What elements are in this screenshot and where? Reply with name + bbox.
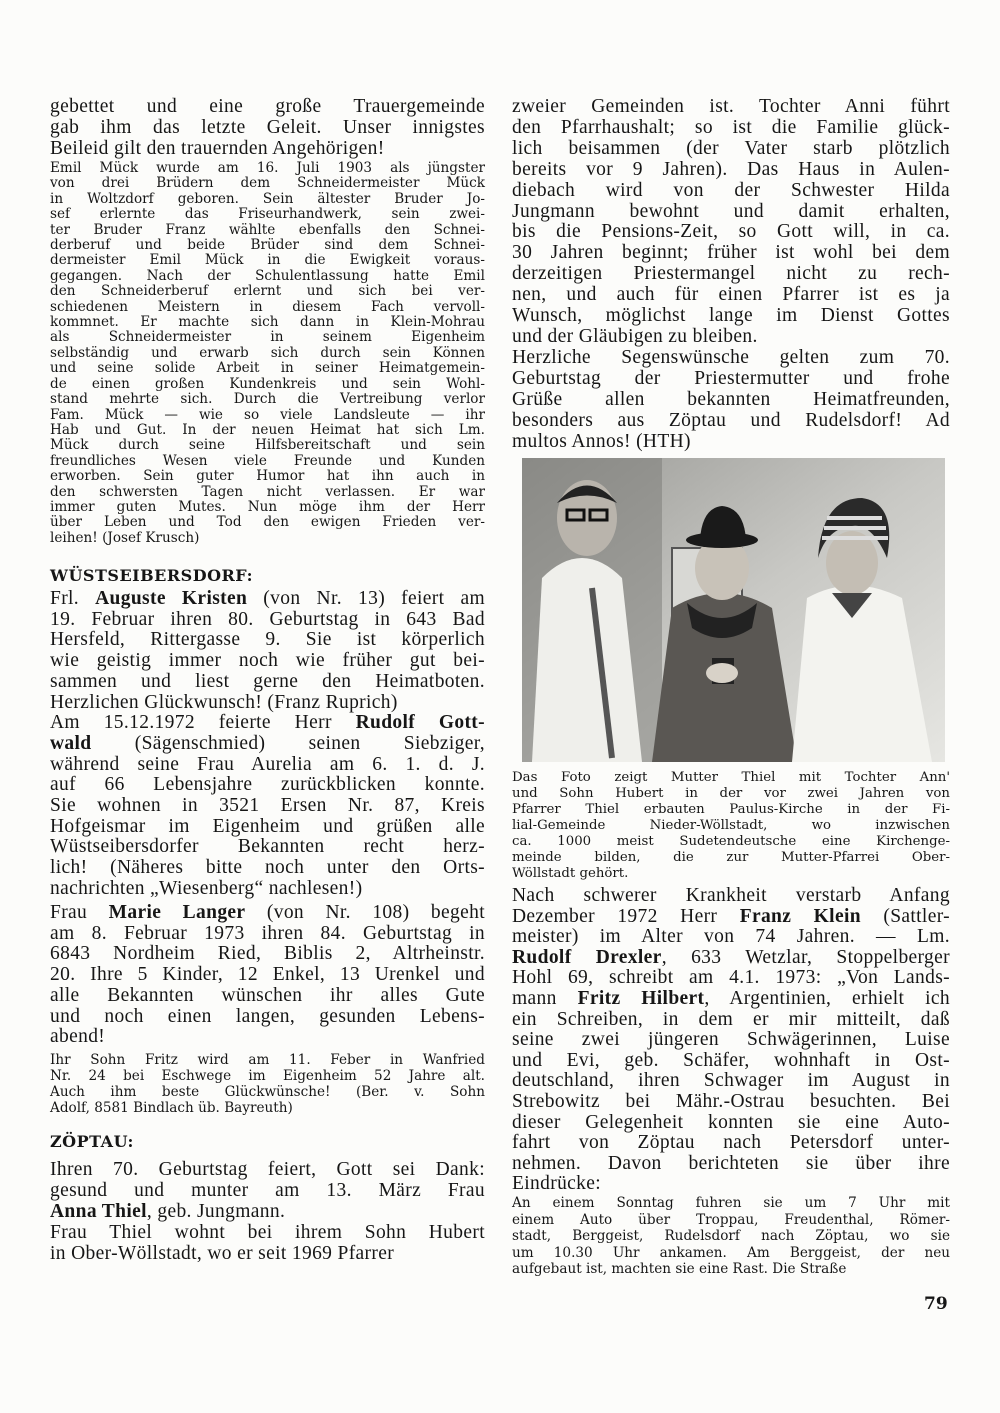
- section-heading-zoeptau: ZÖPTAU:: [50, 1132, 134, 1151]
- text-line: deutschland, ihren Schwager im August in: [512, 1070, 950, 1092]
- text-line: Adolf, 8581 Bindlach üb. Bayreuth): [50, 1100, 293, 1116]
- text-line: um 10.30 Uhr ankamen. Am Berggeist, der neu: [512, 1244, 950, 1261]
- text-line: seine zwei jüngeren Schwägerinnen, Luise: [512, 1029, 950, 1051]
- text-line: dermeister Emil Mück in die Ewigkeit voraus-: [50, 252, 485, 269]
- text-line: ter Bruder Franz wählte ebenfalls den Schnei-: [50, 221, 485, 238]
- text-line: gebettet und eine große Trauergemeinde: [50, 96, 485, 117]
- paragraph: [512, 1195, 950, 1278]
- text-line: wald (Sägenschmied) seinen Siebziger,: [50, 732, 485, 754]
- text-line: lich beisammen (der Vater starb plötzlich: [512, 137, 950, 159]
- text-line: Eindrücke:: [512, 1173, 602, 1195]
- text-line: fahrt von Zöptau nach Petersdorf unter-: [512, 1132, 950, 1154]
- text-line: bereits vor 9 Jahren). Das Haus in Aulen-: [512, 158, 950, 180]
- text-line: leihen! (Josef Krusch): [50, 529, 200, 546]
- text-line: den Pfarrhaushalt; so ist die Familie glück-: [512, 116, 950, 138]
- text-line: Wüstseibersdorfer Bekannten recht herz-: [50, 836, 485, 858]
- wuestseibersdorf-paragraphs: [50, 589, 485, 900]
- text-line: Am 15.12.1972 feierte Herr Rudolf Gott-: [50, 712, 485, 734]
- bold-name: wald: [50, 732, 92, 754]
- text-line: Nach schwerer Krankheit verstarb Anfang: [512, 885, 950, 906]
- text-line: nehmen. Davon berichteten sie über ihre: [512, 1152, 950, 1174]
- text-line: mann Fritz Hilbert, Argentinien, erhielt ich: [512, 987, 950, 1009]
- text-line: Pfarrer Thiel erbauten Paulus-Kirche in der Fi-: [512, 802, 950, 817]
- text-line: am 8. Februar 1973 ihren 84. Geburtstag in: [50, 922, 485, 944]
- text-line: gab ihm das letzte Geleit. Unser innigstes: [50, 117, 485, 138]
- text-line: diebach wird von der Schwester Hilda: [512, 179, 950, 201]
- paragraph: [512, 97, 950, 348]
- thiel-continued-paragraphs: [512, 97, 950, 452]
- paragraph: [50, 589, 485, 713]
- text-line: Hersfeld, Rittergasse 9. Sie ist körperlich: [50, 629, 485, 651]
- paragraph: [50, 161, 485, 546]
- bold-name: Auguste Kristen: [95, 588, 248, 609]
- text-line: An einem Sonntag fuhren sie um 7 Uhr mit: [512, 1195, 950, 1211]
- paragraph: [50, 903, 485, 1048]
- text-line: Nr. 24 bei Eschwege im Eigenheim 52 Jahre alt.: [50, 1068, 485, 1084]
- text-line: Fam. Mück — wie so viele Landsleute — ihr: [50, 406, 485, 423]
- text-line: Auch ihm beste Glückwünsche! (Ber. v. Sohn: [50, 1084, 485, 1100]
- text-line: den Schneiderberuf erlernt und sich bei ver-: [50, 283, 485, 300]
- text-line: Grüße allen bekannten Heimatfreunden,: [512, 388, 950, 410]
- text-line: schiedenen Meistern in diesem Fach vervoll-: [50, 298, 485, 315]
- text-line: abend!: [50, 1026, 106, 1048]
- paragraph: [50, 1052, 485, 1116]
- paragraph: [512, 886, 950, 1195]
- text-line: ca. 1000 meist Sudetendeutsche eine Kirchenge-: [512, 834, 950, 849]
- text-line: immer guten Mutes. Nun möge ihm der Herr: [50, 498, 485, 515]
- text-line: Emil Mück wurde am 16. Juli 1903 als jüngster: [50, 160, 485, 176]
- page-number: 79: [924, 1294, 948, 1314]
- text-line: in Ober-Wöllstadt, wo er seit 1969 Pfarrer: [50, 1243, 395, 1264]
- text-line: gesund und munter am 13. März Frau: [50, 1180, 485, 1201]
- text-line: Anna Thiel, geb. Jungmann.: [50, 1201, 286, 1222]
- text-line: sammen und liest gerne den Heimatboten.: [50, 670, 485, 692]
- text-line: zweier Gemeinden ist. Tochter Anni führt: [512, 96, 950, 117]
- paragraph: [512, 770, 950, 882]
- text-line: Strebowitz bei Mähr.-Ostrau besuchten. Bei: [512, 1090, 950, 1112]
- text-line: und noch einen langen, gesunden Lebens-: [50, 1005, 485, 1027]
- section-heading-wuestseibersdorf: WÜSTSEIBERSDORF:: [50, 566, 253, 585]
- text-line: 30 Jahren beginnt; früher ist wohl bei dem: [512, 242, 950, 264]
- text-line: selbständig und erwarb sich durch sein Können: [50, 344, 485, 361]
- text-line: Das Foto zeigt Mutter Thiel mit Tochter Ann': [512, 770, 950, 785]
- text-line: Hab und Gut. In der neuen Heimat hat sich Lm.: [50, 421, 485, 438]
- text-line: wie geistig immer noch wie früher gut bei-: [50, 650, 485, 672]
- text-line: den schwersten Tagen nicht verlassen. Er war: [50, 483, 485, 500]
- text-line: von drei Brüdern dem Schneidermeister Mück: [50, 175, 485, 192]
- text-line: ein Schreiben, in dem er mir mitteilt, daß: [512, 1008, 950, 1030]
- text-line: multos Annos! (HTH): [512, 430, 691, 452]
- text-line: Wöllstadt gehört.: [512, 866, 629, 881]
- paragraph: [512, 348, 950, 453]
- text-line: meister) im Alter von 74 Jahren. — Lm.: [512, 926, 950, 948]
- bold-name: Marie Langer: [108, 902, 246, 923]
- bold-name: Rudolf Gott-: [355, 712, 485, 734]
- text-line: Frau Thiel wohnt bei ihrem Sohn Hubert: [50, 1222, 485, 1243]
- text-line: 6843 Nordheim Ried, Biblis 2, Altrheinstr.: [50, 943, 485, 965]
- text-line: Sie wohnen in 3521 Ersen Nr. 87, Kreis: [50, 795, 485, 817]
- trip-report: [512, 1195, 950, 1278]
- text-line: 20. Ihre 5 Kinder, 12 Enkel, 13 Urenkel und: [50, 964, 485, 986]
- text-line: Wunsch, möglichst lange im Dienst Gottes: [512, 305, 950, 327]
- text-line: lial-Gemeinde Nieder-Wöllstadt, wo inzwischen: [512, 818, 950, 833]
- obituary-closing-paragraph: [50, 96, 485, 159]
- text-line: Beileid gilt den trauernden Angehörigen!: [50, 138, 385, 159]
- text-line: meinde bilden, die zur Mutter-Pfarrei Ober-: [512, 850, 950, 865]
- text-line: freundliches Wesen viele Freunde und Kunden: [50, 452, 485, 469]
- text-line: in Woltzdorf geboren. Sein ältester Bruder Jo-: [50, 190, 485, 207]
- text-line: Ihr Sohn Fritz wird am 11. Feber in Wanfried: [50, 1052, 485, 1068]
- text-line: Dezember 1972 Herr Franz Klein (Sattler-: [512, 905, 951, 927]
- text-line: nen, und auch für einen Pfarrer ist es ja: [512, 284, 950, 306]
- text-line: nachrichten „Wiesenberg“ nachlesen!): [50, 877, 363, 899]
- text-line: Frau Marie Langer (von Nr. 108) begeht: [50, 902, 485, 923]
- text-line: auf 66 Lebensjahre zurückblicken konnte.: [50, 774, 485, 796]
- text-line: Mück durch seine Hilfsbereitschaft und sein: [50, 437, 485, 454]
- text-line: als Schneidermeister in seinem Eigenheim: [50, 329, 485, 346]
- text-line: aufgebaut ist, machten sie eine Rast. Die Straße: [512, 1261, 847, 1277]
- text-line: über Leben und Tod den ewigen Frieden ver-: [50, 514, 485, 531]
- bold-name: Anna Thiel: [50, 1201, 147, 1222]
- text-line: Herzlichen Glückwunsch! (Franz Ruprich): [50, 691, 398, 713]
- obituary-emil-mueck: [50, 161, 485, 546]
- paragraph: [50, 713, 485, 899]
- text-line: Ihren 70. Geburtstag feiert, Gott sei Dank:: [50, 1159, 485, 1180]
- text-line: Herzliche Segenswünsche gelten zum 70.: [512, 346, 950, 368]
- text-line: und Sohn Hubert in der vor zwei Jahren von: [512, 786, 950, 801]
- text-line: alle Bekannten wünschen ihr alles Gute: [50, 984, 485, 1006]
- klein-hilbert-paragraph: [512, 886, 950, 1195]
- text-line: und der Gläubigen zu bleiben.: [512, 325, 758, 347]
- langer-son-note: [50, 1052, 485, 1116]
- paragraph: [50, 1159, 485, 1222]
- text-line: bis die Pensions-Zeit, so Gott will, in ca.: [512, 221, 950, 243]
- text-line: und seine solide Arbeit in seiner Heimatgemein-: [50, 360, 485, 377]
- paragraph: [50, 1222, 485, 1264]
- text-line: Hofgeismar im Eigenheim und grüßen alle: [50, 815, 485, 837]
- langer-birthday-paragraph: [50, 903, 485, 1048]
- text-line: einem Auto über Troppau, Freudenthal, Römer-: [512, 1211, 950, 1228]
- photo-caption: [512, 770, 950, 882]
- text-line: derberuf und beide Brüder sind dem Schnei-: [50, 237, 485, 254]
- text-line: stand mehrte sich. Durch die Vertreibung verlor: [50, 391, 485, 408]
- text-line: Jungmann bewohnt und damit erhalten,: [512, 200, 950, 222]
- text-line: gegangen. Nach der Schulentlassung hatte Emil: [50, 267, 485, 284]
- zoeptau-paragraphs: [50, 1159, 485, 1264]
- text-line: kommnet. Er machte sich dann in Klein-Mohrau: [50, 314, 485, 331]
- bold-name: Fritz Hilbert: [577, 987, 705, 1009]
- photo-thiel-family: [522, 458, 945, 762]
- bold-name: Franz Klein: [739, 905, 861, 927]
- text-line: während seine Frau Aurelia am 6. 1. d. J.: [50, 753, 485, 775]
- text-line: lich! (Näheres bitte noch unter den Orts-: [50, 857, 485, 879]
- bold-name: Rudolf Drexler: [512, 946, 662, 968]
- text-line: 19. Februar ihren 80. Geburtstag in 643 Bad: [50, 608, 485, 630]
- text-line: erworben. Sein guter Humor hat ihn auch in: [50, 468, 485, 485]
- text-line: stadt, Berggeist, Rudelsdorf nach Zöptau, wo sie: [512, 1228, 950, 1244]
- text-line: de einen großen Kundenkreis und sein Wohl-: [50, 375, 485, 392]
- text-line: sef erlernte das Friseurhandwerk, sein zwei-: [50, 206, 485, 223]
- text-line: Geburtstag der Priestermutter und frohe: [512, 367, 950, 389]
- text-line: Frl. Auguste Kristen (von Nr. 13) feiert am: [50, 588, 485, 609]
- text-line: Hohl 69, schreibt am 4.1. 1973: „Von Lands-: [512, 967, 950, 989]
- text-line: Rudolf Drexler, 633 Wetzlar, Stoppelberger: [512, 946, 950, 968]
- paragraph: [50, 96, 485, 159]
- text-line: derzeitigen Priestermangel nicht zu rech-: [512, 263, 950, 285]
- text-line: dieser Gelegenheit konnten sie eine Auto-: [512, 1111, 950, 1133]
- text-line: und Evi, geb. Schäfer, wohnhaft in Ost-: [512, 1049, 950, 1071]
- text-line: besonders aus Zöptau und Rudelsdorf! Ad: [512, 409, 950, 431]
